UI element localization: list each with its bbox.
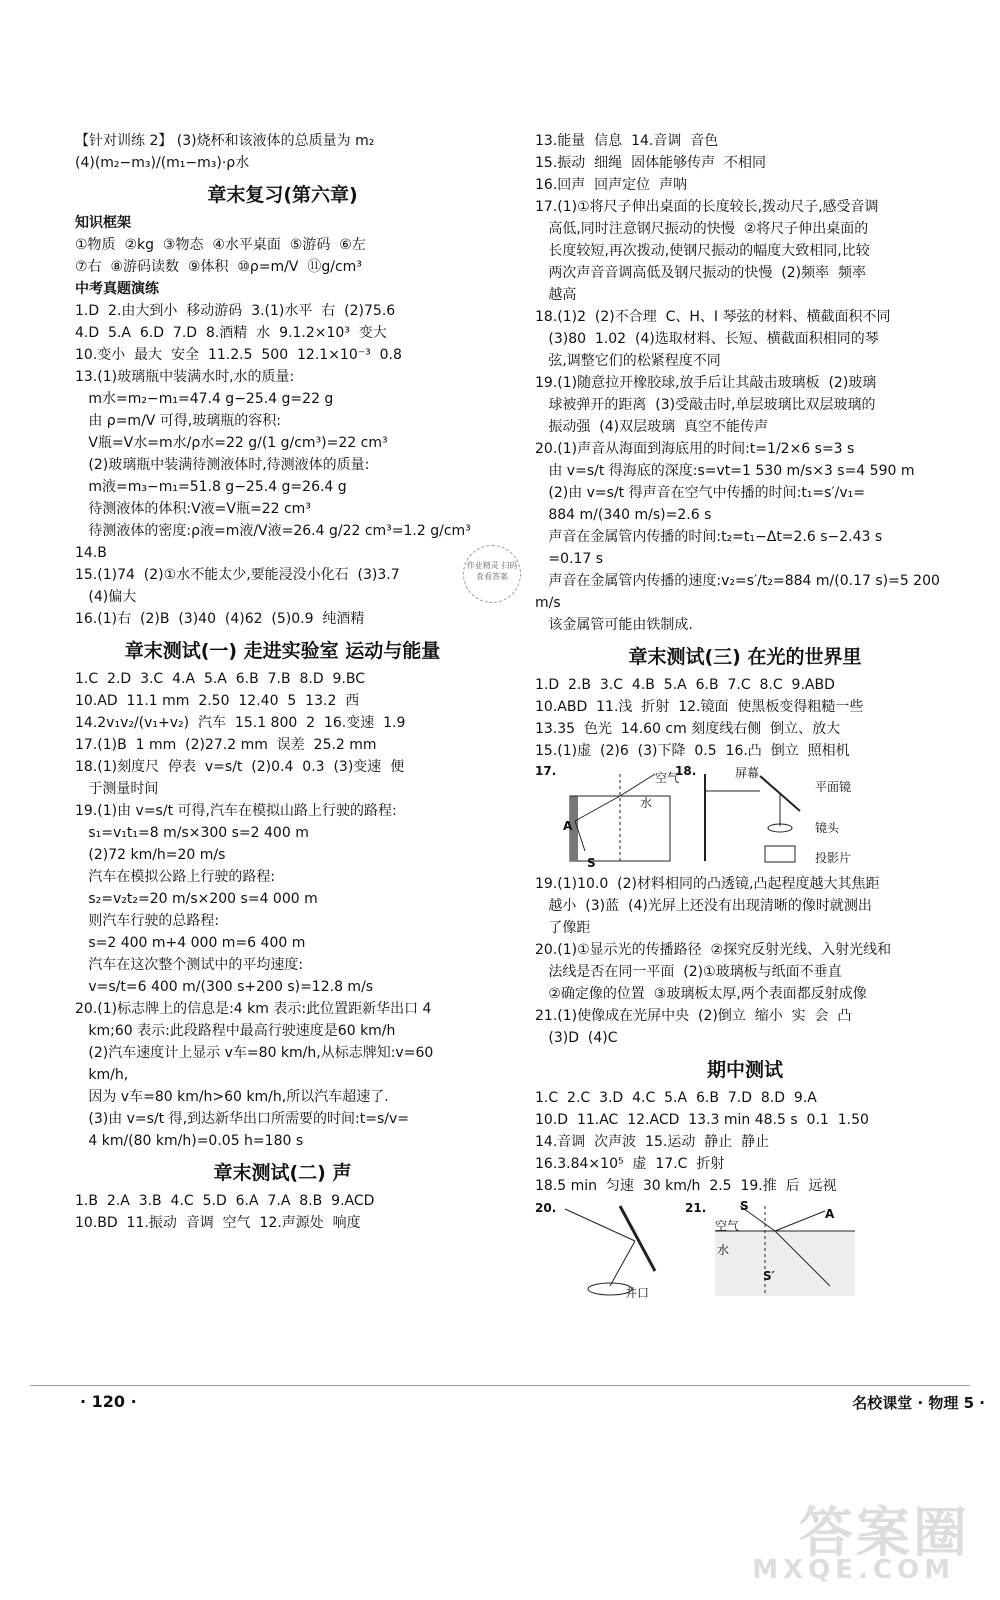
answer-line: 越高 <box>535 287 577 303</box>
section-heading: 章末测试(三) 在光的世界里 <box>628 646 862 668</box>
answer-line: 13.(1)玻璃瓶中装满水时,水的质量: <box>75 369 295 385</box>
answer-line: ⑦右 ⑧游码读数 ⑨体积 ⑩ρ=m/V ⑪g/cm³ <box>75 259 362 275</box>
answer-line: km;60 表示:此段路程中最高行驶速度是60 km/h <box>75 1023 396 1039</box>
refraction-figure-17 <box>565 766 715 866</box>
water-label: 水 <box>640 796 653 810</box>
section-heading: 章末测试(二) 声 <box>213 1162 352 1184</box>
page-number: · 120 · <box>80 1392 137 1411</box>
answer-line: 14.2v₁v₂/(v₁+v₂) 汽车 15.1 800 2 16.变速 1.9 <box>75 715 406 731</box>
answer-line: 汽车在模拟公路上行驶的路程: <box>75 869 276 885</box>
answer-line: 14.音调 次声波 15.运动 静止 静止 <box>535 1134 770 1150</box>
optics-diagram-17-18 <box>535 764 955 869</box>
answer-line: (4)(m₂−m₃)/(m₁−m₃)·ρ水 <box>75 155 250 171</box>
answer-line: 13.能量 信息 14.音调 音色 <box>535 133 719 149</box>
answer-line: 21.(1)使像成在光屏中央 (2)倒立 缩小 实 会 凸 <box>535 1008 852 1024</box>
q21-number: 21. <box>685 1201 707 1215</box>
answer-line: 于测量时间 <box>75 781 159 797</box>
watermark-logo: 答案圈 <box>799 1501 970 1564</box>
answer-line: 20.(1)声音从海面到海底用的时间:t=1/2×6 s=3 s <box>535 441 855 457</box>
well-label: 井口 <box>625 1286 650 1300</box>
answer-line: 18.(1)刻度尺 停表 v=s/t (2)0.4 0.3 (3)变速 便 <box>75 759 405 775</box>
answer-line: 10.变小 最大 安全 11.2.5 500 12.1×10⁻³ 0.8 <box>75 347 402 363</box>
answer-line: m液=m₃−m₁=51.8 g−25.4 g=26.4 g <box>75 479 347 495</box>
q17-number: 17. <box>535 764 557 778</box>
section-heading: 章末复习(第六章) <box>207 184 358 206</box>
answer-line: 10.BD 11.振动 音调 空气 12.声源处 响度 <box>75 1215 361 1231</box>
answer-line: 4 km/(80 km/h)=0.05 h=180 s <box>75 1133 304 1149</box>
footer-divider <box>30 1385 970 1386</box>
answer-line: s₁=v₁t₁=8 m/s×300 s=2 400 m <box>75 825 309 841</box>
answer-line: 884 m/(340 m/s)=2.6 s <box>535 507 712 523</box>
answer-line: 了像距 <box>535 920 591 936</box>
answer-line: m水=m₂−m₁=47.4 g−25.4 g=22 g <box>75 391 334 407</box>
answer-line: 由 ρ=m/V 可得,玻璃瓶的容积: <box>75 413 281 429</box>
refraction-figure-21 <box>710 1201 860 1301</box>
optics-diagram-20-21 <box>535 1199 955 1304</box>
answer-line: 16.回声 回声定位 声呐 <box>535 177 688 193</box>
point-s-prime-label: S′ <box>763 1269 775 1283</box>
air-label: 空气 <box>655 771 680 785</box>
reflection-figure-20 <box>560 1201 670 1301</box>
answer-line: (3)80 1.02 (4)选取材料、长短、横截面积相同的琴 <box>535 331 879 347</box>
answer-line: km/h, <box>75 1067 129 1083</box>
answer-line: 13.35 色光 14.60 cm 刻度线右侧 倒立、放大 <box>535 721 841 737</box>
answer-line: 10.ABD 11.浅 折射 12.镜面 使黑板变得粗糙一些 <box>535 699 864 715</box>
answer-line: s₂=v₂t₂=20 m/s×200 s=4 000 m <box>75 891 318 907</box>
air-label-21: 空气 <box>715 1219 740 1233</box>
answer-line: 19.(1)由 v=s/t 可得,汽车在模拟山路上行驶的路程: <box>75 803 397 819</box>
answer-line: 待测液体的密度:ρ液=m液/V液=26.4 g/22 cm³=1.2 g/cm³ <box>75 523 471 539</box>
answer-line: 19.(1)10.0 (2)材料相同的凸透镜,凸起程度越大其焦距 <box>535 876 880 892</box>
answer-line: 15.(1)虚 (2)6 (3)下降 0.5 16.凸 倒立 照相机 <box>535 743 850 759</box>
answer-line: 高低,同时注意钢尺振动的快慢 ②将尺子伸出桌面的 <box>535 221 869 237</box>
book-title-footer: 名校课堂 · 物理 5 · <box>852 1394 985 1412</box>
answer-line: 法线是否在同一平面 (2)①玻璃板与纸面不垂直 <box>535 964 842 980</box>
answer-line: 弦,调整它们的松紧程度不同 <box>535 353 721 369</box>
answer-line: 1.C 2.C 3.D 4.C 5.A 6.B 7.D 8.D 9.A <box>535 1090 817 1106</box>
left-column <box>75 130 490 1234</box>
answer-line: (4)偏大 <box>75 589 137 605</box>
answer-line: (2)由 v=s/t 得声音在空气中传播的时间:t₁=s′/v₁= <box>535 485 865 501</box>
answer-line: 振动强 (4)双层玻璃 真空不能传声 <box>535 419 768 435</box>
point-a-label-21: A <box>825 1207 835 1221</box>
watermark-url: MXQE.COM <box>752 1555 955 1585</box>
answer-line: (3)D (4)C <box>535 1030 618 1046</box>
answer-line: 20.(1)①显示光的传播路径 ②探究反射光线、入射光线和 <box>535 942 892 958</box>
answer-line: ①物质 ②kg ③物态 ④水平桌面 ⑤游码 ⑥左 <box>75 237 366 253</box>
answer-line: 知识框架 <box>75 215 131 231</box>
answer-line: 15.振动 细绳 固体能够传声 不相同 <box>535 155 766 171</box>
answer-line: V瓶=V水=m水/ρ水=22 g/(1 g/cm³)=22 cm³ <box>75 435 388 451</box>
q18-number: 18. <box>675 764 697 778</box>
answer-line: 汽车在这次整个测试中的平均速度: <box>75 957 304 973</box>
answer-line: 1.D 2.B 3.C 4.B 5.A 6.B 7.C 8.C 9.ABD <box>535 677 835 693</box>
answer-line: 则汽车行驶的总路程: <box>75 913 220 929</box>
answer-line: 20.(1)标志牌上的信息是:4 km 表示:此位置距新华出口 4 <box>75 1001 432 1017</box>
answer-line: 15.(1)74 (2)①水不能太少,要能浸没小化石 (3)3.7 <box>75 567 400 583</box>
mirror-label: 平面镜 <box>815 780 852 794</box>
lens-label: 镜头 <box>815 821 840 835</box>
answer-line: 由 v=s/t 得海底的深度:s=vt=1 530 m/s×3 s=4 590 m <box>535 463 915 479</box>
answer-line: 18.5 min 匀速 30 km/h 2.5 19.推 后 远视 <box>535 1178 837 1194</box>
answer-line: (2)72 km/h=20 m/s <box>75 847 226 863</box>
answer-line: 1.C 2.D 3.C 4.A 5.A 6.B 7.B 8.D 9.BC <box>75 671 366 687</box>
answer-line: 中考真题演练 <box>75 281 159 297</box>
answer-line: 18.(1)2 (2)不合理 C、H、I 琴弦的材料、横截面积不同 <box>535 309 891 325</box>
point-s-label: S <box>587 856 596 870</box>
answer-line: 声音在金属管内传播的速度:v₂=s′/t₂=884 m/(0.17 s)=5 200 m/s <box>535 573 945 611</box>
point-s-label-21: S <box>740 1199 749 1213</box>
answer-line: 【针对训练 2】 (3)烧杯和该液体的总质量为 m₂ <box>75 133 375 149</box>
answer-line: (2)汽车速度计上显示 v车=80 km/h,从标志牌知:v=60 <box>75 1045 434 1061</box>
answer-line: 4.D 5.A 6.D 7.D 8.酒精 水 9.1.2×10³ 变大 <box>75 325 387 341</box>
answer-line: 因为 v车=80 km/h>60 km/h,所以汽车超速了. <box>75 1089 389 1105</box>
answer-line: 16.(1)右 (2)B (3)40 (4)62 (5)0.9 纯酒精 <box>75 611 365 627</box>
answer-line: 该金属管可能由铁制成. <box>535 617 693 633</box>
answer-line: 17.(1)①将尺子伸出桌面的长度较长,拨动尺子,感受音调 <box>535 199 879 215</box>
slide-label: 投影片 <box>815 851 852 865</box>
section-heading: 期中测试 <box>706 1059 783 1081</box>
answer-line: =0.17 s <box>535 551 604 567</box>
point-a-label: A <box>563 819 573 833</box>
answer-line: 19.(1)随意拉开橡胶球,放手后让其敲击玻璃板 (2)玻璃 <box>535 375 877 391</box>
answer-line: 17.(1)B 1 mm (2)27.2 mm 误差 25.2 mm <box>75 737 377 753</box>
answer-line: 长度较短,再次拨动,使钢尺振动的幅度大致相同,比较 <box>535 243 870 259</box>
section-heading: 章末测试(一) 走进实验室 运动与能量 <box>124 640 441 662</box>
answer-line: (3)由 v=s/t 得,到达新华出口所需要的时间:t=s/v= <box>75 1111 410 1127</box>
qr-stamp: 作业精灵 扫码查看答案 <box>463 545 521 603</box>
screen-label: 屏幕 <box>735 766 760 780</box>
q20-number: 20. <box>535 1201 557 1215</box>
answer-line: ②确定像的位置 ③玻璃板太厚,两个表面都反射成像 <box>535 986 867 1002</box>
answer-line: 1.D 2.由大到小 移动游码 3.(1)水平 右 (2)75.6 <box>75 303 396 319</box>
water-label-21: 水 <box>717 1243 730 1257</box>
answer-line: 10.AD 11.1 mm 2.50 12.40 5 13.2 西 <box>75 693 360 709</box>
right-column <box>535 130 955 1308</box>
answer-line: v=s/t=6 400 m/(300 s+200 s)=12.8 m/s <box>75 979 374 995</box>
answer-line: 声音在金属管内传播的时间:t₂=t₁−Δt=2.6 s−2.43 s <box>535 529 883 545</box>
answer-line: 14.B <box>75 545 107 561</box>
answer-line: s=2 400 m+4 000 m=6 400 m <box>75 935 306 951</box>
answer-line: 待测液体的体积:V液=V瓶=22 cm³ <box>75 501 311 517</box>
answer-line: 两次声音音调高低及钢尺振动的快慢 (2)频率 频率 <box>535 265 866 281</box>
answer-line: 球被弹开的距离 (3)受敲击时,单层玻璃比双层玻璃的 <box>535 397 876 413</box>
answer-line: 1.B 2.A 3.B 4.C 5.D 6.A 7.A 8.B 9.ACD <box>75 1193 375 1209</box>
answer-line: 10.D 11.AC 12.ACD 13.3 min 48.5 s 0.1 1.50 <box>535 1112 869 1128</box>
answer-line: 16.3.84×10⁵ 虚 17.C 折射 <box>535 1156 725 1172</box>
answer-line: (2)玻璃瓶中装满待测液体时,待测液体的质量: <box>75 457 370 473</box>
answer-line: 越小 (3)蓝 (4)光屏上还没有出现清晰的像时就测出 <box>535 898 872 914</box>
